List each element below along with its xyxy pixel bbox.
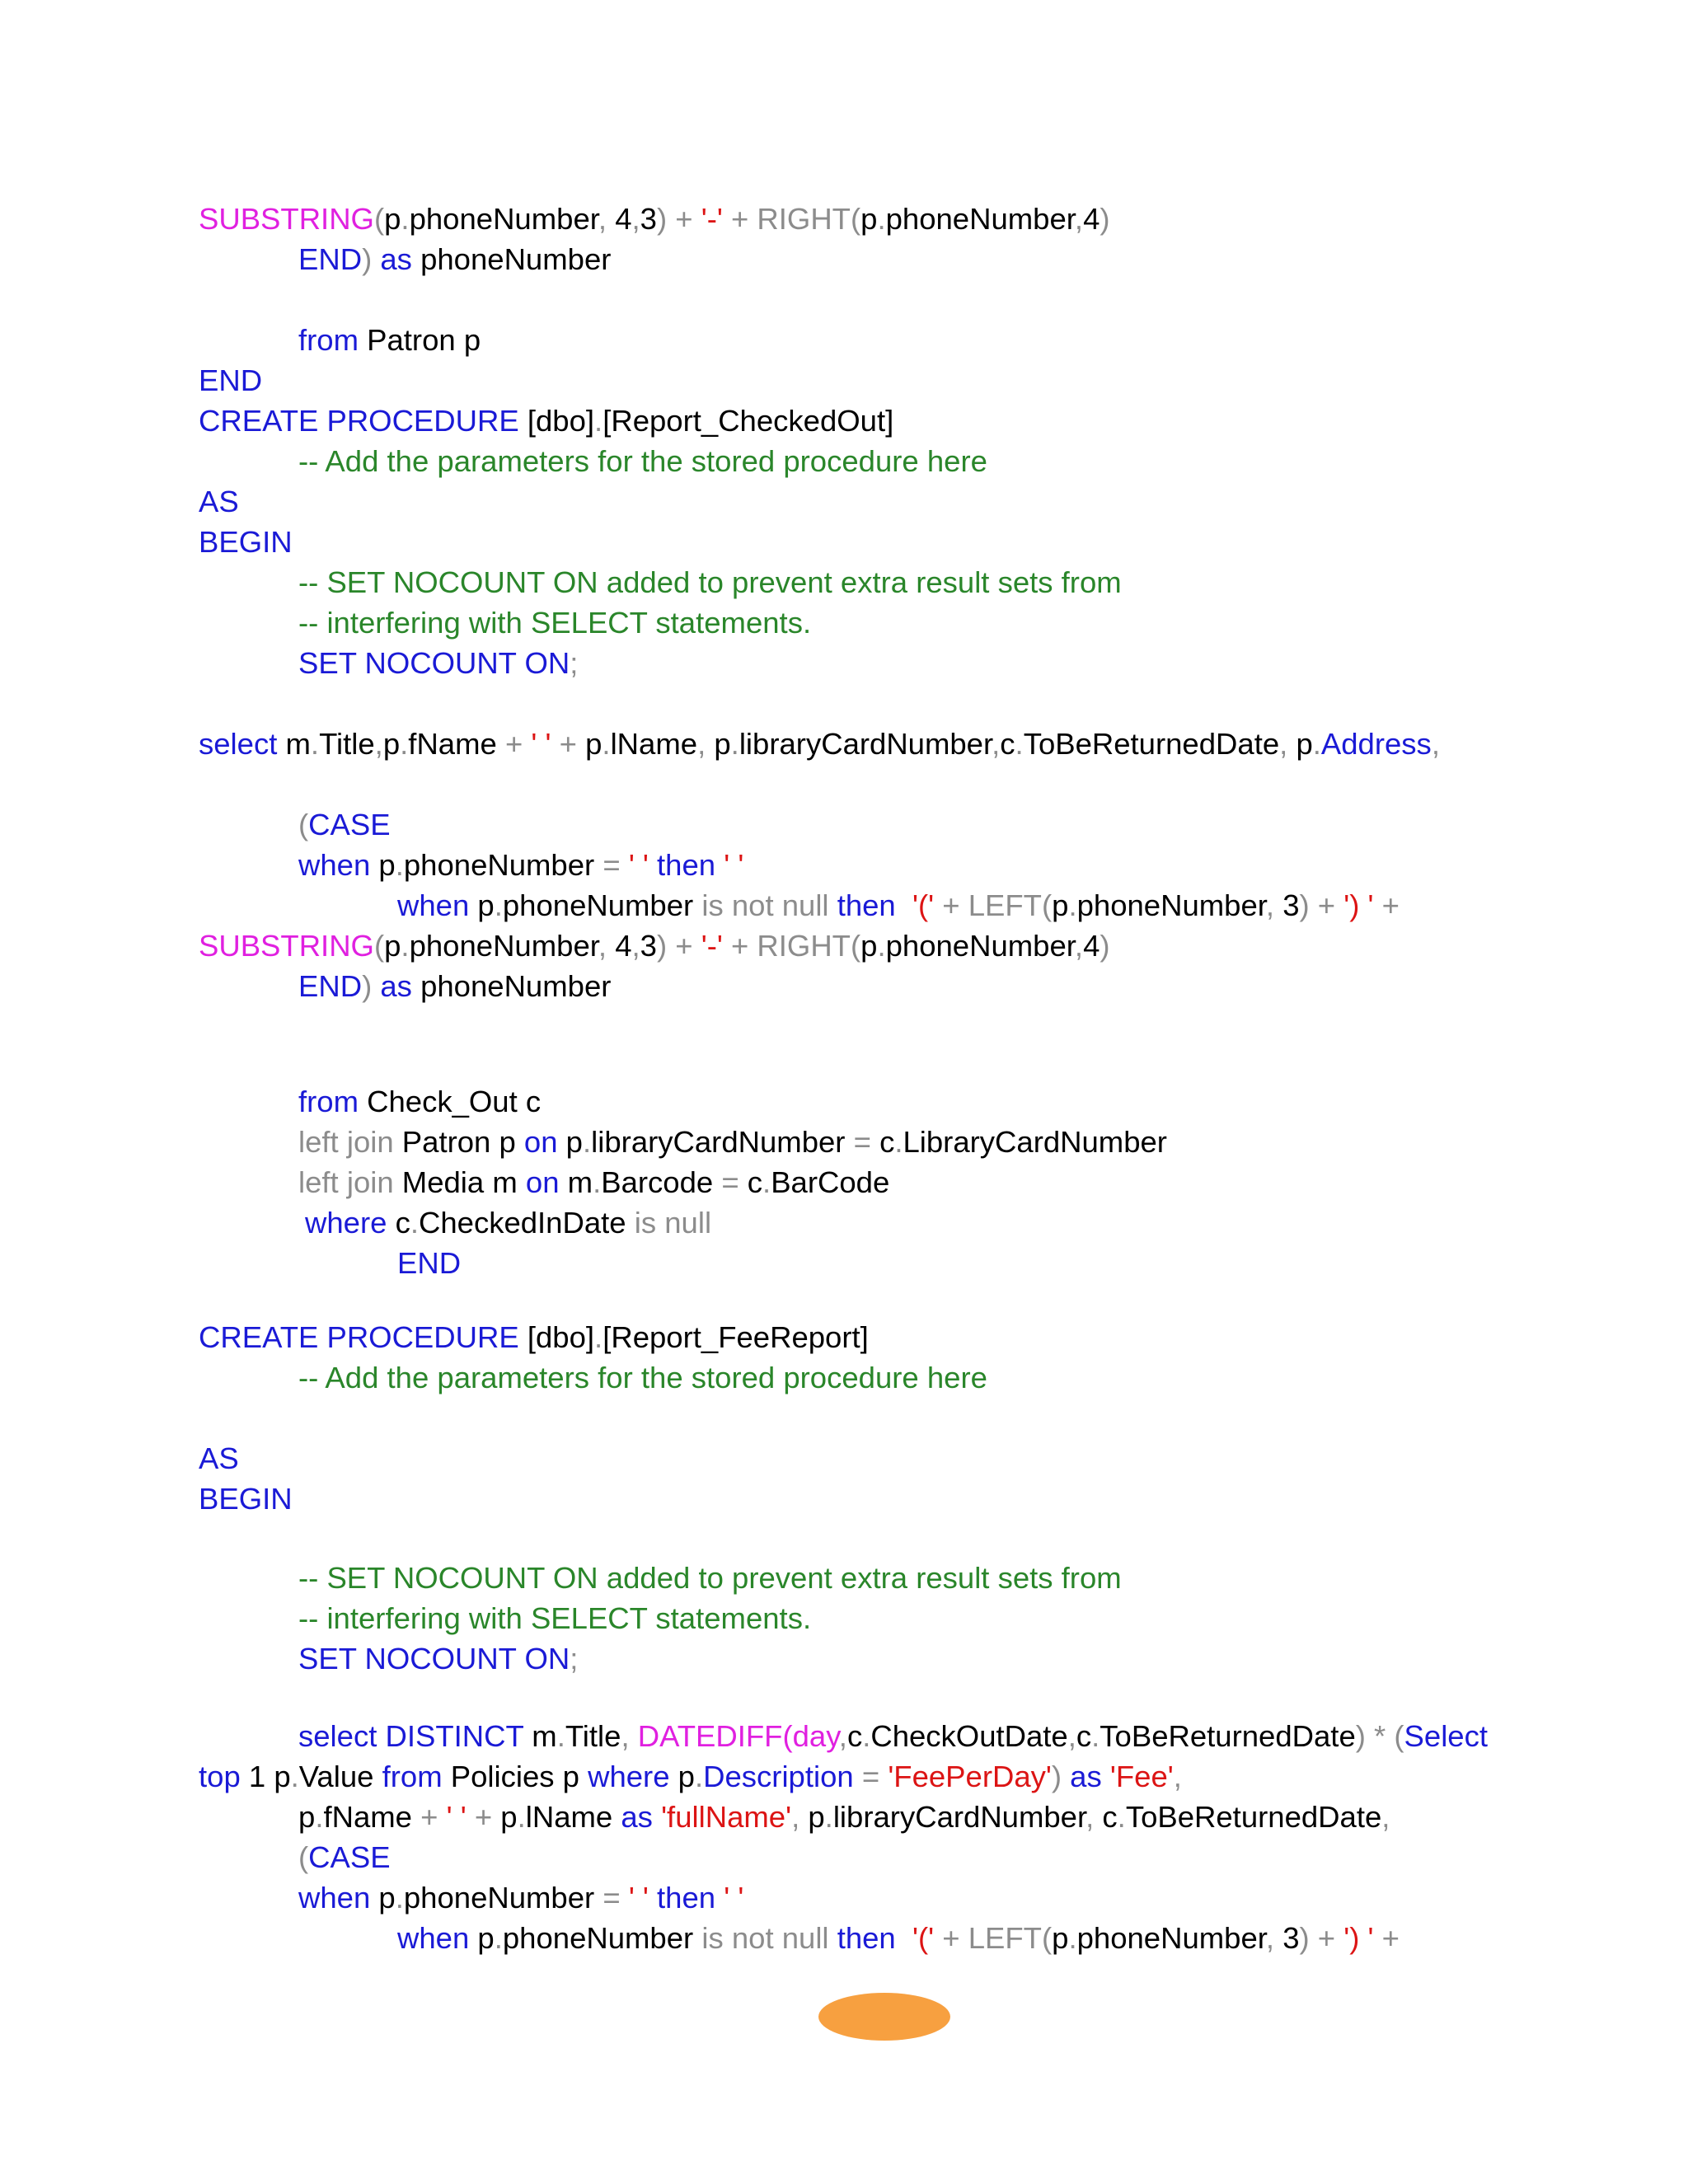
code-token: libraryCardNumber bbox=[591, 1125, 854, 1159]
code-line bbox=[298, 1879, 743, 1917]
code-token: as bbox=[380, 242, 412, 276]
code-line bbox=[397, 887, 1400, 925]
code-token: . bbox=[824, 1800, 833, 1834]
code-token: ' ' bbox=[628, 1881, 649, 1915]
code-token: phoneNumber bbox=[409, 202, 598, 236]
code-token: , bbox=[1074, 929, 1084, 963]
code-token: , bbox=[1265, 888, 1283, 922]
code-token: on bbox=[523, 1125, 558, 1159]
code-token: CASE bbox=[308, 808, 391, 841]
code-token: 4 bbox=[1083, 202, 1100, 236]
code-token: BEGIN bbox=[199, 525, 293, 559]
code-token: + bbox=[466, 1800, 501, 1834]
code-line bbox=[298, 644, 578, 682]
code-token: phoneNumber bbox=[1076, 888, 1266, 922]
code-token: m bbox=[559, 1165, 593, 1199]
code-token: SET NOCOUNT ON bbox=[298, 1642, 570, 1675]
code-token: ) bbox=[362, 969, 381, 1003]
code-token: . bbox=[1068, 1921, 1077, 1955]
code-token: = bbox=[853, 1125, 880, 1159]
code-token: p bbox=[469, 888, 495, 922]
code-token: . bbox=[1312, 727, 1321, 761]
code-token: . bbox=[594, 404, 603, 438]
code-token: Media m bbox=[393, 1165, 526, 1199]
code-token: [dbo] bbox=[518, 404, 595, 438]
code-token: 3 bbox=[1282, 1921, 1300, 1955]
code-token: phoneNumber bbox=[502, 1921, 702, 1955]
code-token: + LEFT( bbox=[934, 888, 1053, 922]
code-token: from bbox=[298, 323, 359, 357]
code-token: ) bbox=[362, 242, 381, 276]
code-token: . bbox=[594, 1320, 603, 1354]
code-token: Policies p bbox=[442, 1760, 588, 1793]
code-token: + RIGHT( bbox=[722, 202, 861, 236]
code-token: p bbox=[557, 1125, 583, 1159]
code-line bbox=[298, 443, 987, 480]
code-token: fName bbox=[408, 727, 505, 761]
code-token: Description bbox=[703, 1760, 854, 1793]
code-token: -- interfering with SELECT statements. bbox=[298, 606, 812, 640]
code-token: is null bbox=[634, 1206, 712, 1240]
code-token: , bbox=[838, 1719, 847, 1753]
code-token bbox=[1102, 1760, 1110, 1793]
code-token: AS bbox=[199, 1441, 239, 1475]
code-token: c bbox=[387, 1206, 410, 1240]
code-token: . bbox=[401, 202, 410, 236]
code-token: , bbox=[992, 727, 1001, 761]
code-line bbox=[298, 968, 611, 1005]
code-token: Select bbox=[1404, 1719, 1488, 1753]
code-token: 4 bbox=[615, 929, 632, 963]
code-token: DATEDIFF(day bbox=[637, 1719, 839, 1753]
code-token: 4 bbox=[1083, 929, 1100, 963]
code-token: c bbox=[1102, 1800, 1118, 1834]
code-token: p bbox=[808, 1800, 825, 1834]
code-line bbox=[199, 725, 1440, 763]
code-token: ToBeReturnedDate bbox=[1125, 1800, 1382, 1834]
code-token: p bbox=[669, 1760, 695, 1793]
code-token: , bbox=[1067, 1719, 1076, 1753]
code-token: p bbox=[1052, 1921, 1069, 1955]
code-token: = bbox=[853, 1760, 889, 1793]
code-token: is not null bbox=[701, 1921, 837, 1955]
code-token: 'fullName' bbox=[661, 1800, 792, 1834]
code-token: p bbox=[860, 202, 878, 236]
code-token: Title bbox=[565, 1719, 621, 1753]
code-line bbox=[199, 1319, 869, 1357]
code-token: CASE bbox=[308, 1840, 391, 1874]
code-token: . bbox=[290, 1760, 299, 1793]
code-token: ' ' bbox=[628, 848, 649, 882]
code-token: . bbox=[730, 727, 739, 761]
code-token: Title bbox=[319, 727, 375, 761]
code-token: libraryCardNumber bbox=[738, 727, 992, 761]
code-line bbox=[397, 1919, 1400, 1957]
code-token: END bbox=[298, 242, 363, 276]
code-token: . bbox=[494, 888, 503, 922]
code-token: p bbox=[585, 727, 603, 761]
code-token: fName bbox=[323, 1800, 421, 1834]
code-token: -- SET NOCOUNT ON added to prevent extra result sets from bbox=[298, 1561, 1122, 1595]
code-token: p bbox=[1296, 727, 1313, 761]
code-token: p bbox=[1052, 888, 1069, 922]
code-line bbox=[397, 1244, 461, 1282]
code-line bbox=[298, 1798, 1390, 1836]
code-line bbox=[298, 1718, 1488, 1755]
code-token: . bbox=[494, 1921, 503, 1955]
code-line bbox=[199, 523, 293, 561]
code-line bbox=[199, 927, 1110, 965]
code-token: [dbo] bbox=[518, 1320, 595, 1354]
code-token: p bbox=[382, 727, 401, 761]
code-token: . bbox=[395, 1881, 404, 1915]
code-token: = bbox=[603, 848, 629, 882]
code-token: , bbox=[1085, 1800, 1103, 1834]
code-token: LibraryCardNumber bbox=[903, 1125, 1167, 1159]
code-line bbox=[298, 806, 391, 844]
code-token: phoneNumber bbox=[1076, 1921, 1266, 1955]
code-token: . bbox=[877, 202, 886, 236]
code-token: Barcode bbox=[601, 1165, 722, 1199]
code-token: , bbox=[1279, 727, 1296, 761]
code-line bbox=[298, 321, 481, 359]
code-token: . bbox=[310, 727, 320, 761]
code-token: SUBSTRING bbox=[199, 929, 374, 963]
code-token: . bbox=[1015, 727, 1024, 761]
code-line bbox=[199, 1480, 293, 1518]
code-token: BarCode bbox=[771, 1165, 890, 1199]
code-token: ( bbox=[298, 1840, 309, 1874]
code-token: phoneNumber bbox=[403, 848, 603, 882]
code-token: when bbox=[298, 848, 371, 882]
code-line bbox=[298, 604, 811, 642]
code-token: , bbox=[631, 929, 640, 963]
code-token: ) bbox=[1100, 202, 1110, 236]
code-token: ToBeReturnedDate bbox=[1100, 1719, 1356, 1753]
code-token: , bbox=[631, 202, 640, 236]
code-token: = bbox=[721, 1165, 748, 1199]
code-token: p bbox=[370, 848, 396, 882]
code-token: ' ' bbox=[531, 727, 551, 761]
code-token bbox=[896, 888, 912, 922]
code-token: as bbox=[621, 1800, 653, 1834]
code-token: c bbox=[846, 1719, 863, 1753]
code-token: c bbox=[1076, 1719, 1092, 1753]
code-token: then bbox=[837, 888, 896, 922]
code-token: ) bbox=[1051, 1760, 1071, 1793]
code-line bbox=[199, 1758, 1182, 1796]
code-token: . bbox=[593, 1165, 602, 1199]
code-token: from bbox=[382, 1760, 443, 1793]
code-token: ) + bbox=[656, 202, 701, 236]
code-token: select bbox=[199, 727, 278, 761]
code-token bbox=[653, 1800, 661, 1834]
code-token: + bbox=[504, 727, 532, 761]
code-token: BEGIN bbox=[199, 1482, 293, 1516]
code-line bbox=[298, 1359, 987, 1397]
code-token: END bbox=[397, 1246, 462, 1280]
code-line bbox=[298, 1839, 391, 1877]
code-token: , bbox=[374, 727, 383, 761]
code-token: , bbox=[1381, 1800, 1390, 1834]
code-token: then bbox=[648, 1881, 724, 1915]
code-line bbox=[298, 241, 611, 279]
code-token: + bbox=[420, 1800, 447, 1834]
code-token: ') ' bbox=[1343, 888, 1374, 922]
code-token: c bbox=[879, 1125, 895, 1159]
code-token: p bbox=[384, 202, 401, 236]
code-token: . bbox=[517, 1800, 526, 1834]
code-token: ) + bbox=[656, 929, 701, 963]
code-token: . bbox=[1117, 1800, 1126, 1834]
code-token: p bbox=[384, 929, 401, 963]
code-token: , bbox=[621, 1719, 638, 1753]
code-token: CheckOutDate bbox=[870, 1719, 1068, 1753]
code-token: then bbox=[837, 1921, 896, 1955]
code-token: , bbox=[598, 929, 616, 963]
code-token: c bbox=[1000, 727, 1015, 761]
code-line bbox=[298, 564, 1122, 602]
code-token: Patron p bbox=[393, 1125, 524, 1159]
code-token: when bbox=[298, 1881, 371, 1915]
code-token: ) + bbox=[1299, 888, 1344, 922]
code-token: ; bbox=[570, 646, 579, 680]
code-token: libraryCardNumber bbox=[832, 1800, 1086, 1834]
code-token: p bbox=[298, 1800, 316, 1834]
code-token: SET NOCOUNT ON bbox=[298, 646, 570, 680]
code-line bbox=[199, 200, 1110, 238]
code-token: 4 bbox=[615, 202, 632, 236]
code-line bbox=[298, 1559, 1122, 1597]
code-token: ) + bbox=[1299, 1921, 1344, 1955]
code-token: END bbox=[298, 969, 363, 1003]
code-token: '(' bbox=[912, 888, 935, 922]
code-token: 'Fee' bbox=[1109, 1760, 1174, 1793]
code-token: . bbox=[862, 1719, 871, 1753]
code-token: . bbox=[877, 929, 886, 963]
code-token: m bbox=[277, 727, 311, 761]
code-token: ' ' bbox=[724, 848, 744, 882]
code-token: + LEFT( bbox=[934, 1921, 1053, 1955]
code-token: . bbox=[410, 1206, 419, 1240]
code-token: ) bbox=[1100, 929, 1110, 963]
code-token: 3 bbox=[1282, 888, 1300, 922]
code-token: '-' bbox=[701, 929, 723, 963]
code-token: -- Add the parameters for the stored procedure here bbox=[298, 1361, 987, 1394]
code-token: + bbox=[1373, 1921, 1400, 1955]
code-token: phoneNumber bbox=[403, 1881, 603, 1915]
code-token: . bbox=[315, 1800, 324, 1834]
code-token: , bbox=[1265, 1921, 1283, 1955]
code-line bbox=[199, 483, 239, 521]
code-token: , bbox=[1431, 727, 1440, 761]
code-token: . bbox=[602, 727, 611, 761]
code-line bbox=[199, 402, 893, 440]
code-token: , bbox=[1173, 1760, 1182, 1793]
code-token: p bbox=[500, 1800, 518, 1834]
code-token: phoneNumber bbox=[411, 242, 612, 276]
code-token: ( bbox=[298, 808, 309, 841]
code-token: Address bbox=[1320, 727, 1432, 761]
code-token: . bbox=[762, 1165, 771, 1199]
code-token: . bbox=[401, 929, 410, 963]
code-token: c bbox=[747, 1165, 763, 1199]
code-token: phoneNumber bbox=[885, 929, 1075, 963]
code-token: , bbox=[598, 202, 616, 236]
code-token: p bbox=[714, 727, 731, 761]
code-line bbox=[199, 1440, 239, 1478]
code-token: . bbox=[556, 1719, 565, 1753]
code-token: left join bbox=[298, 1165, 394, 1199]
page-marker-blob bbox=[818, 1993, 950, 2041]
code-token: '-' bbox=[701, 202, 723, 236]
code-token: ') ' bbox=[1343, 1921, 1374, 1955]
code-token: 3 bbox=[640, 202, 657, 236]
code-token: -- interfering with SELECT statements. bbox=[298, 1601, 812, 1635]
code-token: phoneNumber bbox=[885, 202, 1075, 236]
code-token: m bbox=[523, 1719, 557, 1753]
code-line bbox=[298, 846, 743, 884]
code-line bbox=[298, 1640, 578, 1678]
code-token: phoneNumber bbox=[502, 888, 702, 922]
code-token: Value bbox=[298, 1760, 382, 1793]
code-token: . bbox=[1091, 1719, 1100, 1753]
code-token: where bbox=[305, 1206, 387, 1240]
code-token: . bbox=[894, 1125, 903, 1159]
code-token: + RIGHT( bbox=[722, 929, 861, 963]
code-line bbox=[298, 1123, 1167, 1161]
code-token: CheckedInDate bbox=[418, 1206, 635, 1240]
code-token: p bbox=[469, 1921, 495, 1955]
code-token: , bbox=[791, 1800, 809, 1834]
code-token: as bbox=[1070, 1760, 1102, 1793]
code-token: select DISTINCT bbox=[298, 1719, 524, 1753]
code-line bbox=[298, 1083, 541, 1121]
code-token: phoneNumber bbox=[409, 929, 598, 963]
code-token: from bbox=[298, 1085, 359, 1118]
code-token: ( bbox=[373, 929, 385, 963]
code-token: 'FeePerDay' bbox=[888, 1760, 1052, 1793]
code-token: 1 p bbox=[240, 1760, 291, 1793]
code-token: . bbox=[395, 848, 404, 882]
code-token: on bbox=[525, 1165, 560, 1199]
code-line bbox=[199, 362, 262, 400]
code-token: [Report_FeeReport] bbox=[603, 1320, 869, 1354]
code-token: . bbox=[582, 1125, 592, 1159]
code-token bbox=[896, 1921, 912, 1955]
code-token: lName bbox=[610, 727, 698, 761]
code-token: , bbox=[1074, 202, 1084, 236]
code-token: ToBeReturnedDate bbox=[1023, 727, 1280, 761]
code-token: -- Add the parameters for the stored procedure here bbox=[298, 444, 987, 478]
code-token: SUBSTRING bbox=[199, 202, 374, 236]
code-token: left join bbox=[298, 1125, 394, 1159]
code-token: as bbox=[380, 969, 412, 1003]
code-token: Check_Out c bbox=[359, 1085, 542, 1118]
code-token: AS bbox=[199, 485, 239, 518]
code-token: ' ' bbox=[724, 1881, 744, 1915]
code-token: ; bbox=[570, 1642, 579, 1675]
code-token: CREATE PROCEDURE bbox=[199, 404, 519, 438]
code-token: [Report_CheckedOut] bbox=[603, 404, 894, 438]
code-token: ' ' bbox=[446, 1800, 467, 1834]
code-token: Patron p bbox=[359, 323, 481, 357]
code-token: + bbox=[1373, 888, 1400, 922]
code-token: CREATE PROCEDURE bbox=[199, 1320, 519, 1354]
code-token: END bbox=[199, 363, 263, 397]
code-token: = bbox=[603, 1881, 629, 1915]
code-token: is not null bbox=[701, 888, 837, 922]
code-token: lName bbox=[525, 1800, 621, 1834]
code-token: ( bbox=[373, 202, 385, 236]
code-token: when bbox=[397, 1921, 470, 1955]
code-token: , bbox=[697, 727, 715, 761]
code-line bbox=[305, 1204, 711, 1242]
code-token: + bbox=[551, 727, 586, 761]
code-token: phoneNumber bbox=[411, 969, 612, 1003]
code-token: then bbox=[648, 848, 724, 882]
code-token: -- SET NOCOUNT ON added to prevent extra result sets from bbox=[298, 565, 1122, 599]
code-token: '(' bbox=[912, 1921, 935, 1955]
code-token: 3 bbox=[640, 929, 657, 963]
code-line bbox=[298, 1164, 889, 1202]
code-token: when bbox=[397, 888, 470, 922]
code-token: where bbox=[588, 1760, 670, 1793]
code-token: . bbox=[694, 1760, 704, 1793]
code-token: . bbox=[1068, 888, 1077, 922]
code-token: p bbox=[370, 1881, 396, 1915]
code-token: p bbox=[860, 929, 878, 963]
code-token: . bbox=[400, 727, 409, 761]
code-line bbox=[298, 1600, 811, 1638]
code-token: top bbox=[199, 1760, 241, 1793]
code-token: ) * ( bbox=[1355, 1719, 1404, 1753]
